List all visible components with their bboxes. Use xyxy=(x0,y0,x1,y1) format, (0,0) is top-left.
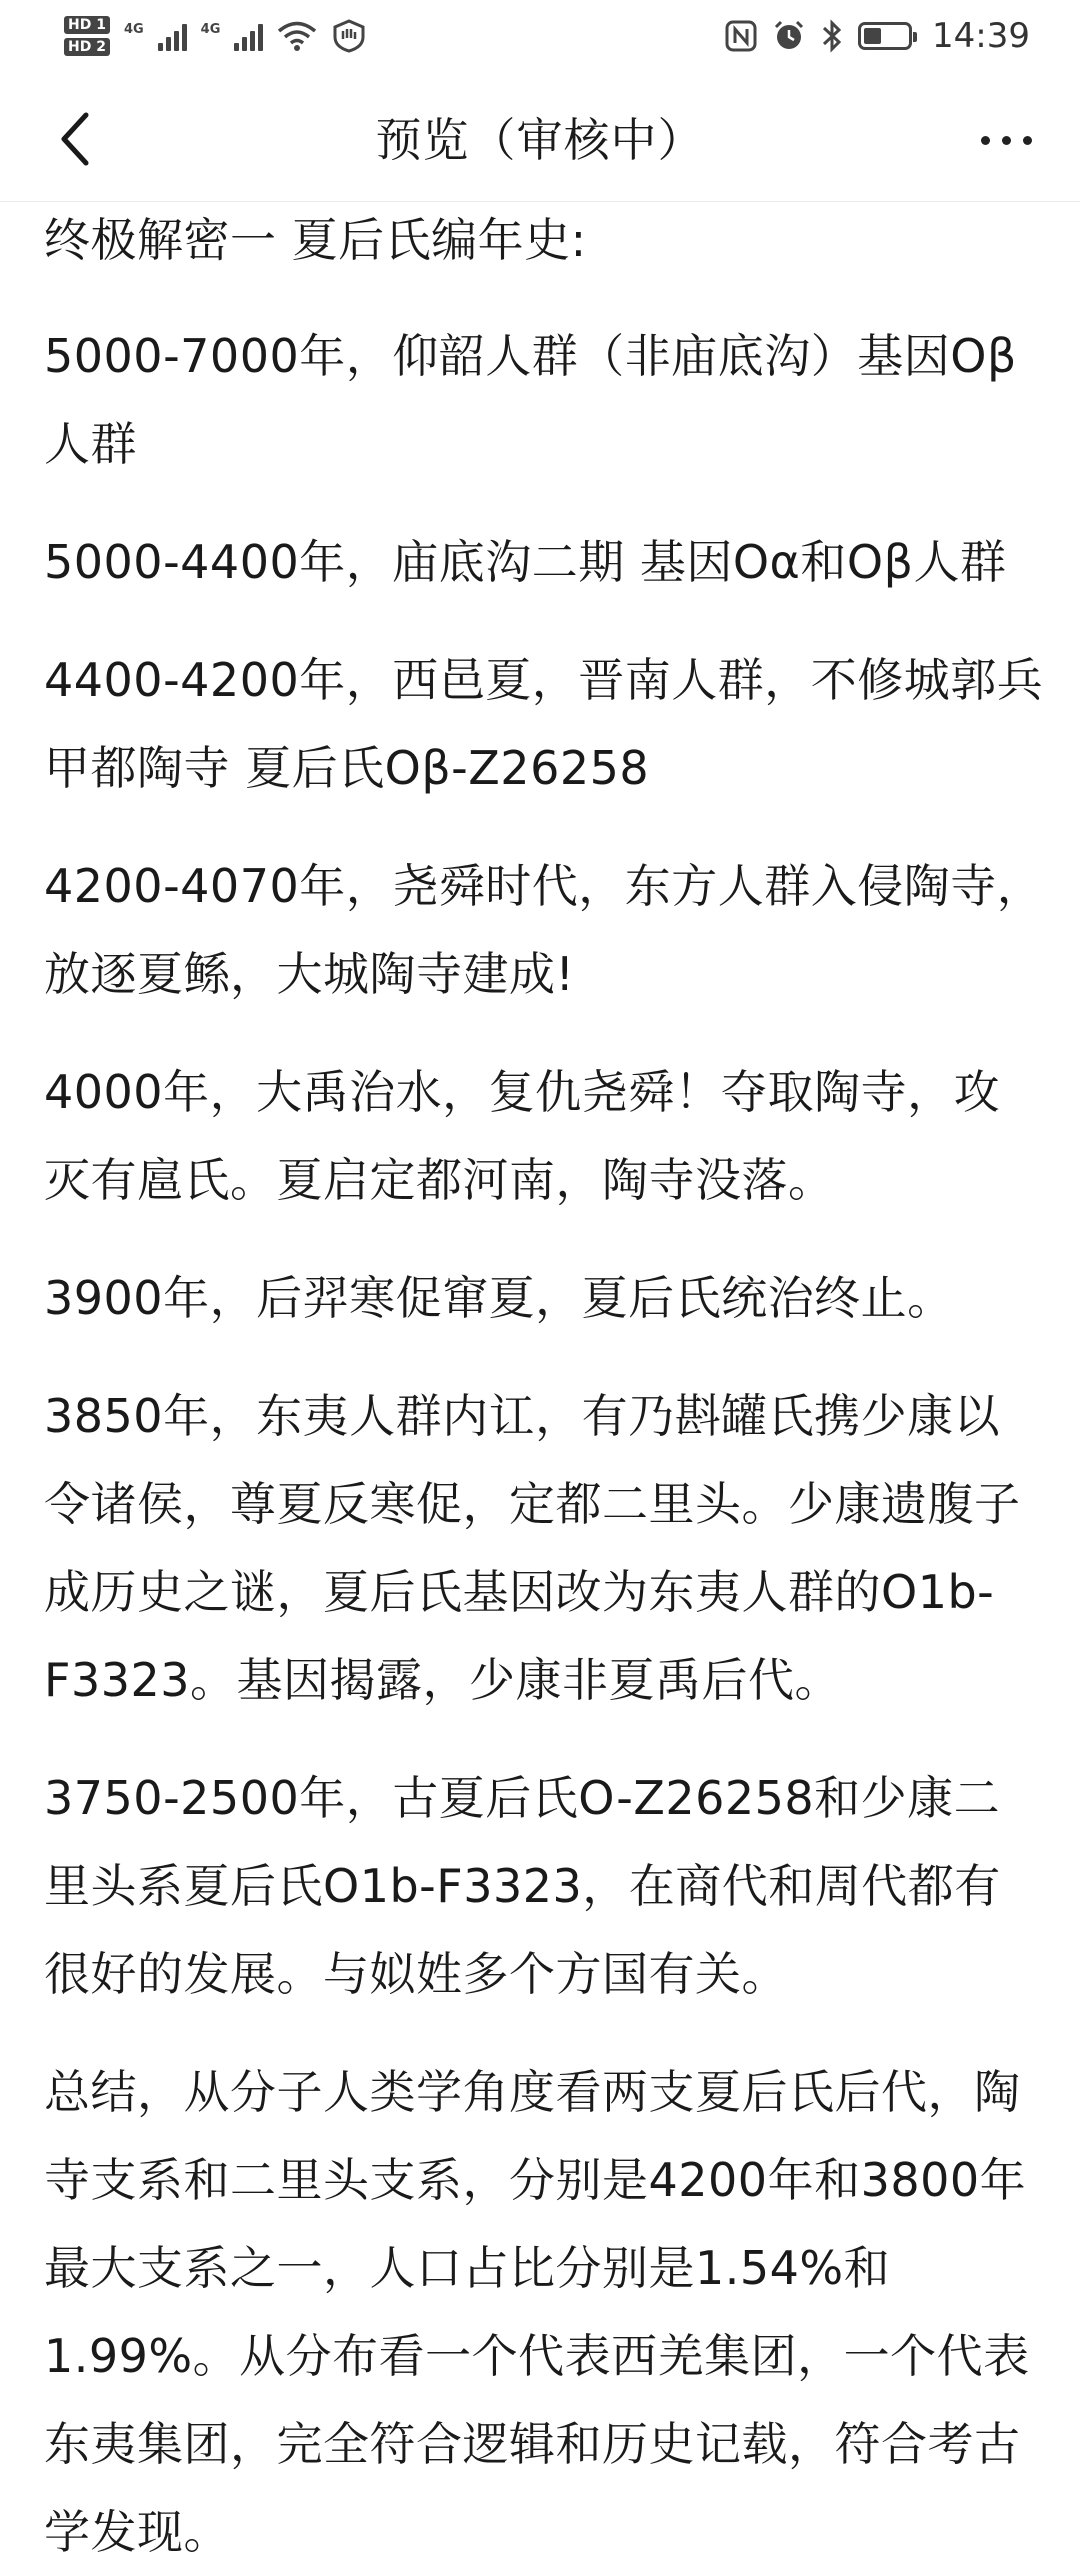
more-horizontal-icon xyxy=(981,136,990,145)
article-paragraph: 5000-7000年，仰韶人群（非庙底沟）基因Oβ人群 xyxy=(44,329,1017,471)
back-button[interactable] xyxy=(40,104,110,174)
hd1-badge: HD 1 xyxy=(64,16,110,34)
article-paragraph: 终极解密一 夏后氏编年史: xyxy=(44,213,587,267)
article-paragraph: 4200-4070年，尧舜时代，东方人群入侵陶寺，放逐夏鲧，大城陶寺建成! xyxy=(44,859,1044,1001)
network-type-1: 4G xyxy=(123,22,144,37)
clock: 14:39 xyxy=(932,16,1030,56)
more-options-button[interactable] xyxy=(966,110,1046,170)
bluetooth-icon xyxy=(820,18,844,54)
article-paragraph: 5000-4400年，庙底沟二期 基因Oα和Oβ人群 xyxy=(44,535,1007,589)
hand-shield-icon xyxy=(331,19,367,53)
page-title: 预览（审核中） xyxy=(375,112,705,167)
app-header xyxy=(0,72,1080,202)
article-paragraph: 总结，从分子人类学角度看两支夏后氏后代，陶寺支系和二里头支系，分别是4200年和3800年最大支系之一，人口占比分别是1.54%和1.99%。从分布看一个代表西羌集团，一个代表东夷集团，完全符合逻辑和历史记载，符合考古学发现。 xyxy=(44,2065,1030,2559)
signal-icon-1 xyxy=(158,21,187,51)
article-paragraph: 3850年，东夷人群内讧，有乃斟罐氏携少康以令诸侯，尊夏反寒促，定都二里头。少康遗腹子成历史之谜，夏后氏基因改为东夷人群的O1b-F3323。基因揭露，少康非夏禹后代。 xyxy=(44,1389,1021,1707)
battery-icon xyxy=(858,22,912,50)
chevron-left-icon xyxy=(58,111,92,167)
signal-icon-2 xyxy=(234,21,263,51)
article-paragraph: 4000年，大禹治水，复仇尧舜！夺取陶寺，攻灭有扈氏。夏启定都河南，陶寺没落。 xyxy=(44,1065,1001,1207)
alarm-icon xyxy=(772,19,806,53)
network-type-2: 4G xyxy=(200,22,221,37)
status-left xyxy=(64,16,367,56)
article-body xyxy=(44,196,1044,2559)
status-right xyxy=(724,16,1030,56)
nfc-icon xyxy=(724,19,758,53)
wifi-icon xyxy=(277,20,317,52)
status-bar xyxy=(0,0,1080,72)
article-paragraph: 3900年，后羿寒促窜夏，夏后氏统治终止。 xyxy=(44,1271,954,1325)
article-paragraph: 3750-2500年，古夏后氏O-Z26258和少康二里头系夏后氏O1b-F3323，在商代和周代都有很好的发展。与姒姓多个方国有关。 xyxy=(44,1771,1001,2001)
article-paragraph: 4400-4200年，西邑夏，晋南人群，不修城郭兵甲都陶寺 夏后氏Oβ-Z26258 xyxy=(44,653,1044,795)
hd-indicators xyxy=(64,16,110,56)
hd2-badge: HD 2 xyxy=(64,38,110,56)
